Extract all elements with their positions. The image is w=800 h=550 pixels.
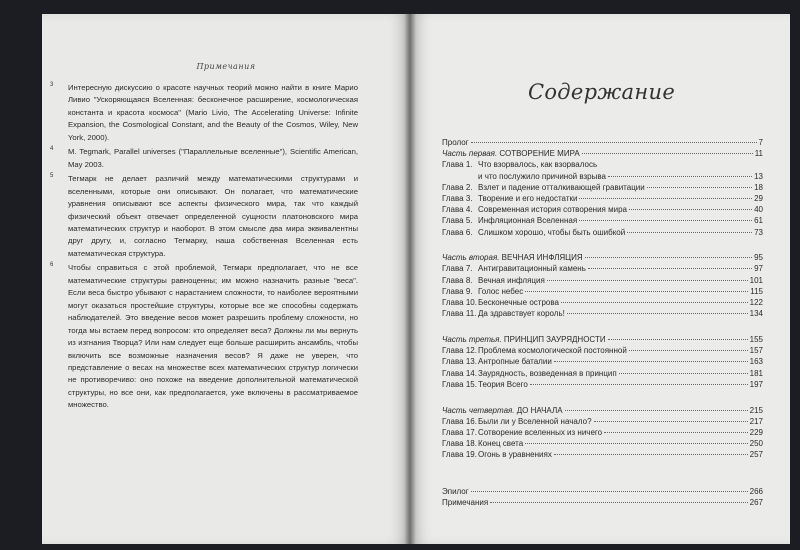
chapter-number: Глава 17. xyxy=(442,427,477,437)
chapter-number: Глава 9. xyxy=(442,286,473,296)
dot-leader xyxy=(594,421,748,422)
toc-entry-prologue xyxy=(442,137,763,148)
chapter-title: Проблема космологической постоянной xyxy=(478,346,627,356)
chapter-number: Глава 1. xyxy=(442,160,473,170)
dot-leader xyxy=(629,209,752,210)
dot-leader xyxy=(627,232,752,233)
chapter-number: Глава 13. xyxy=(442,357,477,367)
toc-chapter xyxy=(442,449,763,460)
dot-leader xyxy=(629,350,748,351)
chapter-title: Заурядность, возведенная в принцип xyxy=(478,368,617,378)
chapter-title: Огонь в уравнениях xyxy=(478,450,552,460)
dot-leader xyxy=(554,361,748,362)
toc-chapter xyxy=(442,193,763,204)
chapter-number: Глава 8. xyxy=(442,275,473,285)
chapter-title-continued: и что послужило причиной взрыва xyxy=(478,171,606,181)
chapter-title: Сотворение вселенных из ничего xyxy=(478,427,603,437)
toc-page-number: 266 xyxy=(749,487,763,497)
dot-leader xyxy=(547,280,748,281)
chapter-title: Бесконечные острова xyxy=(478,298,559,308)
endnote xyxy=(50,262,358,411)
chapter-title: Вечная инфляция xyxy=(478,275,545,285)
toc-entry-label: Эпилог xyxy=(442,487,469,497)
part-title: ПРИНЦИП ЗАУРЯДНОСТИ xyxy=(503,335,606,344)
chapter-number: Глава 4. xyxy=(442,205,473,215)
running-head: Примечания xyxy=(196,62,256,71)
toc-chapter xyxy=(442,227,763,238)
dot-leader xyxy=(585,257,752,258)
toc-chapter-continuation xyxy=(442,171,763,182)
toc-page-number: 267 xyxy=(749,498,763,508)
toc-page-number: 229 xyxy=(749,427,763,437)
chapter-number: Глава 14. xyxy=(442,368,477,378)
toc-chapter xyxy=(442,345,763,356)
chapter-title: Что взорвалось, как взорвалось xyxy=(478,160,598,170)
chapter-number: Глава 5. xyxy=(442,216,473,226)
part-lead: Часть вторая. xyxy=(442,253,500,263)
chapter-number: Глава 2. xyxy=(442,182,473,192)
toc-chapter xyxy=(442,308,763,319)
toc-page-number: 7 xyxy=(758,138,763,147)
toc-part-heading xyxy=(442,334,763,345)
dot-leader xyxy=(582,153,753,154)
toc-page-number: 163 xyxy=(749,357,763,367)
toc-page-number: 134 xyxy=(749,309,763,319)
endnote xyxy=(50,82,358,144)
dot-leader xyxy=(490,502,747,503)
endnote-text: M. Tegmark, Parallel universes ("Параллельные вселенные"), Scientific American, May 2003. xyxy=(68,147,358,169)
toc-entry-epilogue xyxy=(442,486,763,497)
toc-part-heading xyxy=(442,148,763,159)
toc-chapter xyxy=(442,416,763,427)
toc-part-heading xyxy=(442,405,763,416)
chapter-title: Конец света xyxy=(478,439,524,449)
toc-chapter xyxy=(442,159,763,170)
toc-chapter xyxy=(442,297,763,308)
toc-chapter xyxy=(442,215,763,226)
chapter-title: Были ли у Вселенной начало? xyxy=(478,416,592,426)
chapter-title: Теория Всего xyxy=(478,379,528,389)
endnote-marker: 3 xyxy=(50,82,54,88)
dot-leader xyxy=(619,373,748,374)
chapter-title: Инфляционная Вселенная xyxy=(478,216,578,226)
part-title: ДО НАЧАЛА xyxy=(516,405,563,415)
part-title: СОТВОРЕНИЕ МИРА xyxy=(499,149,580,159)
endnote-marker: 4 xyxy=(50,146,54,153)
toc-page-number: 217 xyxy=(749,416,763,426)
chapter-title: Творение и его недостатки xyxy=(478,193,578,203)
chapter-number: Глава 16. xyxy=(442,416,477,426)
chapter-number: Глава 19. xyxy=(442,450,477,460)
dot-leader xyxy=(471,491,748,492)
dot-leader xyxy=(525,443,747,444)
chapter-number: Глава 18. xyxy=(442,439,477,449)
toc-chapter xyxy=(442,263,763,274)
part-lead: Часть четвертая. xyxy=(442,405,515,415)
part-title: ВЕЧНАЯ ИНФЛЯЦИЯ xyxy=(501,253,583,263)
toc-chapter xyxy=(442,379,763,390)
toc-entry-notes xyxy=(442,497,763,508)
toc-page-number: 197 xyxy=(749,379,763,389)
toc-page-number: 155 xyxy=(749,335,763,344)
chapter-number: Глава 6. xyxy=(442,227,473,237)
endnote xyxy=(50,173,358,260)
toc-page-number: 18 xyxy=(754,182,763,192)
chapter-title: Антигравитационный камень xyxy=(478,264,586,274)
chapter-title: Да здравствует король! xyxy=(478,309,565,319)
dot-leader xyxy=(471,142,757,143)
toc-page-number: 257 xyxy=(749,450,763,460)
chapter-number: Глава 12. xyxy=(442,346,477,356)
toc-chapter xyxy=(442,286,763,297)
toc-chapter xyxy=(442,427,763,438)
toc-part-heading xyxy=(442,252,763,263)
toc-page-number: 40 xyxy=(754,205,763,215)
toc-page-number: 215 xyxy=(749,405,763,415)
dot-leader xyxy=(588,268,752,269)
chapter-number: Глава 10. xyxy=(442,298,477,308)
table-of-contents xyxy=(442,137,763,508)
chapter-number: Глава 7. xyxy=(442,264,473,274)
endnote xyxy=(50,146,358,171)
chapter-number: Глава 15. xyxy=(442,379,477,389)
part-lead: Часть первая. xyxy=(442,149,498,159)
toc-chapter xyxy=(442,368,763,379)
dot-leader xyxy=(604,432,748,433)
toc-chapter xyxy=(442,438,763,449)
dot-leader xyxy=(608,176,752,177)
toc-page-number: 122 xyxy=(749,298,763,308)
endnote-text: Чтобы справиться с этой проблемой, Тегмарк предполагает, что не все математические структуры равноценны; им можно назначить разные "веса". Если веса быстро убывают с нарастанием сложности, то наиболее вероятными могут оказаться простейшие структуры, которые все же способны содержать наблюдателей. Это введение весов может разрешить проблему сложности, но тогда мы встаем перед вопросом: кто определяет веса? Должны ли мы вернуть из изгнания Творца? Или нам следует еще больше расширить ансамбль, чтобы включить все возможные назначения весов? Я даже не уверен, что представление о весах на множестве всех математических структур логически не противоречиво: оно похоже на введение дополнительной математической структуры, но все они, как предполагается, уже включены в рассматриваемое множество. xyxy=(68,263,358,410)
dot-leader xyxy=(608,339,748,340)
endnote-text: Интересную дискуссию о красоте научных теорий можно найти в книге Марио Ливио "Ускоряющаяся Вселенная: бесконечное расширение, космологическая константа и красота космоса" (Mario Livio, The Accelerating Universe: Infinite Expansion, the Cosmological Constant, and the Beauty of the Cosmos, Wiley, New York, 2000). xyxy=(68,83,358,142)
part-lead: Часть третья. xyxy=(442,335,502,344)
dot-leader xyxy=(561,302,748,303)
book-gutter xyxy=(404,14,416,544)
endnotes-list xyxy=(50,82,358,414)
toc-chapter xyxy=(442,182,763,193)
toc-entry-label: Примечания xyxy=(442,498,489,508)
chapter-title: Слишком хорошо, чтобы быть ошибкой xyxy=(478,227,626,237)
toc-page-number: 13 xyxy=(754,171,763,181)
toc-page-number: 181 xyxy=(749,368,763,378)
toc-page-number: 29 xyxy=(754,193,763,203)
dot-leader xyxy=(565,410,748,411)
endnote-marker: 6 xyxy=(50,262,54,269)
toc-page-number: 101 xyxy=(749,275,763,285)
toc-page-number: 250 xyxy=(749,439,763,449)
endnote-text: Тегмарк не делает различий между математическими структурами и вселенными, которые они описывают. Он полагает, что математические уравнения описывают все аспекты физического мира, так что каждый физический объект отвечает определенной сущности платоновского мира математических структур и наоборот. В этом смысле два мира эквивалентны друг другу, и, согласно Тегмарку, наша собственная Вселенная есть математическая структура. xyxy=(68,174,358,258)
toc-page-number: 11 xyxy=(754,149,763,159)
dot-leader xyxy=(525,291,748,292)
chapter-title: Антропные баталии xyxy=(478,357,552,367)
toc-page-number: 95 xyxy=(754,253,763,263)
toc-page-number: 73 xyxy=(754,227,763,237)
chapter-number: Глава 3. xyxy=(442,193,473,203)
dot-leader xyxy=(554,454,748,455)
toc-page-number: 115 xyxy=(750,286,763,296)
toc-page-number: 97 xyxy=(754,264,763,274)
chapter-title: Современная история сотворения мира xyxy=(478,205,627,215)
toc-chapter xyxy=(442,204,763,215)
toc-page-number: 157 xyxy=(749,346,763,356)
dot-leader xyxy=(567,313,748,314)
dot-leader xyxy=(579,220,752,221)
endnote-marker: 5 xyxy=(50,173,54,180)
dot-leader xyxy=(530,384,748,385)
toc-chapter xyxy=(442,275,763,286)
dot-leader xyxy=(579,198,752,199)
chapter-title: Голос небес xyxy=(478,286,524,296)
toc-entry-label: Пролог xyxy=(442,138,469,147)
chapter-number: Глава 11. xyxy=(442,309,477,319)
toc-page-number: 61 xyxy=(754,216,763,226)
toc-chapter xyxy=(442,356,763,367)
chapter-title: Взлет и падение отталкивающей гравитации xyxy=(478,182,645,192)
dot-leader xyxy=(647,187,752,188)
toc-title: Содержание xyxy=(528,80,676,104)
